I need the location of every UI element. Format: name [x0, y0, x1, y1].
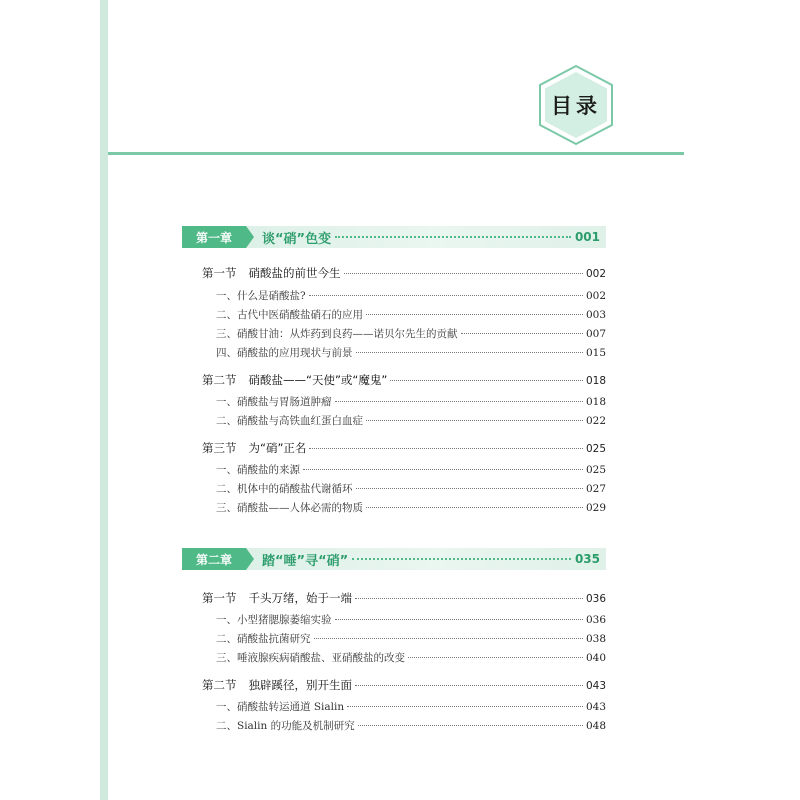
- toc-section-1-1: [182, 265, 606, 281]
- toc-section-1-3: [182, 440, 606, 456]
- item-title: 二、Sialin 的功能及机制研究: [216, 720, 355, 732]
- item-title: 一、什么是硝酸盐?: [216, 290, 306, 302]
- leader-dots: [355, 598, 583, 599]
- item-title: 二、古代中医硝酸盐硝石的应用: [216, 309, 363, 321]
- leader-dots: [366, 420, 583, 421]
- section-page: 043: [585, 680, 606, 692]
- section-page: 002: [585, 268, 606, 280]
- chapter-page: 035: [574, 552, 600, 566]
- toc-item: [182, 631, 606, 646]
- item-page: 018: [585, 396, 606, 408]
- item-entry[interactable]: [182, 631, 606, 646]
- section-entry[interactable]: [182, 265, 606, 281]
- item-entry[interactable]: [182, 462, 606, 477]
- section-number: 第一节: [202, 266, 237, 280]
- section-number: 第三节: [202, 441, 237, 455]
- item-entry[interactable]: [182, 413, 606, 428]
- leader-dots: [309, 448, 583, 449]
- leader-dots: [309, 295, 583, 296]
- item-page: 002: [585, 290, 606, 302]
- item-entry[interactable]: [182, 345, 606, 360]
- section-page: 036: [585, 593, 606, 605]
- leader-dots: [461, 333, 583, 334]
- toc-item: [182, 462, 606, 477]
- chapter-label: 第一章: [182, 226, 246, 248]
- item-page: 040: [585, 652, 606, 664]
- chapter-leader: [335, 236, 571, 238]
- item-entry[interactable]: [182, 612, 606, 627]
- item-title: 一、小型猪腮腺萎缩实验: [216, 614, 332, 626]
- section-entry[interactable]: [182, 677, 606, 693]
- item-page: 038: [585, 633, 606, 645]
- chapter-leader: [352, 558, 571, 560]
- section-number: 第二节: [202, 373, 237, 387]
- section-title: 独辟蹊径，别开生面: [248, 678, 352, 692]
- page-title: 目录: [551, 94, 601, 118]
- toc-item: [182, 394, 606, 409]
- toc-section-2-1: [182, 590, 606, 606]
- leader-dots: [366, 314, 583, 315]
- section-title: 千头万绪，始于一端: [248, 591, 352, 605]
- item-title: 三、硝酸盐——人体必需的物质: [216, 502, 363, 514]
- item-entry[interactable]: [182, 718, 606, 733]
- toc-item: [182, 500, 606, 515]
- section-entry[interactable]: [182, 590, 606, 606]
- leader-dots: [344, 273, 583, 274]
- toc-item: [182, 345, 606, 360]
- item-entry[interactable]: [182, 326, 606, 341]
- item-page: 029: [585, 502, 606, 514]
- title-badge: [536, 64, 616, 146]
- left-margin-bar: [100, 0, 108, 800]
- item-title: 二、硝酸盐与高铁血红蛋白血症: [216, 415, 363, 427]
- leader-dots: [314, 638, 583, 639]
- item-entry[interactable]: [182, 288, 606, 303]
- section-page: 025: [585, 443, 606, 455]
- item-entry[interactable]: [182, 481, 606, 496]
- item-title: 二、机体中的硝酸盐代谢循环: [216, 483, 353, 495]
- section-title: 硝酸盐——“天使”或“魔鬼”: [248, 373, 388, 387]
- section-page: 018: [585, 375, 606, 387]
- chapter-tab-arrow: [246, 548, 254, 570]
- toc-item: [182, 326, 606, 341]
- item-title: 四、硝酸盐的应用现状与前景: [216, 347, 353, 359]
- leader-dots: [355, 685, 583, 686]
- toc-item: [182, 612, 606, 627]
- leader-dots: [335, 619, 583, 620]
- item-page: 048: [585, 720, 606, 732]
- toc-section-2-2: [182, 677, 606, 693]
- toc-item: [182, 699, 606, 714]
- item-title: 一、硝酸盐与胃肠道肿瘤: [216, 396, 332, 408]
- chapter-heading[interactable]: [182, 226, 606, 248]
- item-page: 022: [585, 415, 606, 427]
- chapter-tab-arrow: [246, 226, 254, 248]
- toc-item: [182, 650, 606, 665]
- chapter-page: 001: [574, 230, 600, 244]
- section-title: 为“硝”正名: [248, 441, 307, 455]
- item-page: 015: [585, 347, 606, 359]
- item-title: 一、硝酸盐的来源: [216, 464, 300, 476]
- leader-dots: [356, 352, 583, 353]
- section-number: 第二节: [202, 678, 237, 692]
- section-title: 硝酸盐的前世今生: [248, 266, 341, 280]
- section-number: 第一节: [202, 591, 237, 605]
- item-entry[interactable]: [182, 650, 606, 665]
- toc-section-1-2: [182, 372, 606, 388]
- leader-dots: [408, 657, 583, 658]
- chapter-title: 踏“唾”寻“硝”: [262, 553, 349, 569]
- leader-dots: [303, 469, 583, 470]
- chapter-title: 谈“硝”色变: [262, 231, 332, 247]
- toc-item: [182, 481, 606, 496]
- leader-dots: [347, 706, 583, 707]
- item-title: 三、硝酸甘油：从炸药到良药——诺贝尔先生的贡献: [216, 328, 458, 340]
- item-page: 025: [585, 464, 606, 476]
- leader-dots: [390, 380, 583, 381]
- item-page: 007: [585, 328, 606, 340]
- header-rule: [108, 152, 684, 155]
- chapter-heading[interactable]: [182, 548, 606, 570]
- leader-dots: [358, 725, 583, 726]
- item-entry[interactable]: [182, 307, 606, 322]
- item-page: 036: [585, 614, 606, 626]
- item-title: 三、唾液腺疾病硝酸盐、亚硝酸盐的改变: [216, 652, 405, 664]
- item-page: 027: [585, 483, 606, 495]
- chapter-1-block: [182, 226, 606, 248]
- chapter-2-block: [182, 548, 606, 570]
- item-page: 043: [585, 701, 606, 713]
- toc-item: [182, 307, 606, 322]
- item-page: 003: [585, 309, 606, 321]
- toc-item: [182, 718, 606, 733]
- item-title: 一、硝酸盐转运通道 Sialin: [216, 701, 345, 713]
- leader-dots: [335, 401, 583, 402]
- item-entry[interactable]: [182, 394, 606, 409]
- chapter-label: 第二章: [182, 548, 246, 570]
- toc-item: [182, 413, 606, 428]
- section-entry[interactable]: [182, 440, 606, 456]
- item-title: 二、硝酸盐抗菌研究: [216, 633, 311, 645]
- leader-dots: [356, 488, 583, 489]
- section-entry[interactable]: [182, 372, 606, 388]
- leader-dots: [366, 507, 583, 508]
- item-entry[interactable]: [182, 500, 606, 515]
- toc-item: [182, 288, 606, 303]
- item-entry[interactable]: [182, 699, 606, 714]
